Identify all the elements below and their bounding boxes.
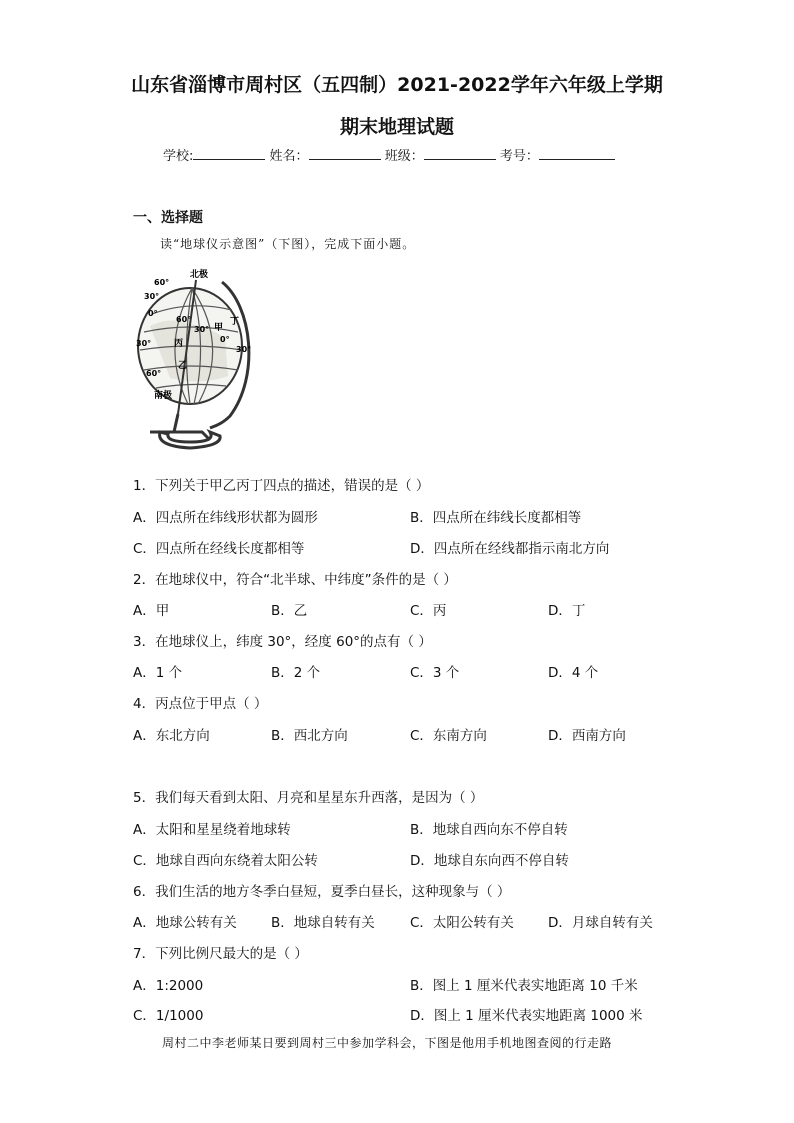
school-blank[interactable]	[193, 147, 265, 160]
class-label: 班级：	[384, 149, 424, 164]
number-blank[interactable]	[539, 147, 615, 160]
question-4: 4．丙点位于甲点（ ）	[133, 696, 268, 712]
lon30e-label: 30°	[236, 345, 252, 354]
globe-base	[160, 432, 221, 448]
q7-option-c[interactable]: C．1/1000	[133, 1008, 204, 1024]
lat0-label: 0°	[148, 309, 158, 318]
question-6: 6．我们生活的地方冬季白昼短，夏季白昼长，这种现象与（ ）	[133, 884, 511, 900]
question-1: 1．下列关于甲乙丙丁四点的描述，错误的是（ ）	[133, 478, 430, 494]
section-heading: 一、选择题	[133, 210, 203, 226]
q4-option-b[interactable]: B．西北方向	[271, 728, 348, 744]
question-3: 3．在地球仪上，纬度 30°，经度 60°的点有（ ）	[133, 634, 432, 650]
q6-option-c[interactable]: C．太阳公转有关	[410, 915, 514, 931]
q1-option-c[interactable]: C．四点所在经线长度都相等	[133, 541, 305, 557]
point-ding: 丁	[230, 317, 240, 327]
point-yi: 乙	[178, 361, 188, 371]
q3-option-a[interactable]: A．1 个	[133, 665, 183, 681]
q7-option-d[interactable]: D．图上 1 厘米代表实地距离 1000 米	[410, 1008, 643, 1024]
q1-option-b[interactable]: B．四点所在纬线长度都相等	[410, 510, 582, 526]
q5-option-d[interactable]: D．地球自东向西不停自转	[410, 853, 569, 869]
q2-option-b[interactable]: B．乙	[271, 603, 308, 619]
page-title: 山东省淄博市周村区（五四制）2021-2022学年六年级上学期	[131, 74, 663, 96]
q3-option-d[interactable]: D．4 个	[548, 665, 599, 681]
school-label: 学校:	[163, 149, 194, 164]
q5-option-c[interactable]: C．地球自西向东绕着太阳公转	[133, 853, 318, 869]
north-pole-label: 北极	[190, 270, 209, 280]
q4-option-d[interactable]: D．西南方向	[548, 728, 626, 744]
name-label: 姓名：	[269, 149, 309, 164]
q2-option-d[interactable]: D．丁	[548, 603, 586, 619]
lat30s-label: 30°	[136, 339, 152, 348]
globe-figure	[130, 266, 260, 456]
footer-text: 周村二中李老师某日要到周村三中参加学科会，下图是他用手机地图查阅的行走路	[162, 1036, 613, 1050]
q5-option-a[interactable]: A．太阳和星星绕着地球转	[133, 822, 291, 838]
lat60n-label: 60°	[154, 278, 170, 287]
q7-option-b[interactable]: B．图上 1 厘米代表实地距离 10 千米	[410, 978, 638, 994]
page-subtitle: 期末地理试题	[339, 116, 454, 138]
q6-option-d[interactable]: D．月球自转有关	[548, 915, 653, 931]
q3-option-c[interactable]: C．3 个	[410, 665, 460, 681]
number-label: 考号：	[499, 149, 539, 164]
q4-option-c[interactable]: C．东南方向	[410, 728, 487, 744]
intro-text: 读“地球仪示意图”（下图），完成下面小题。	[160, 237, 416, 251]
lat60s-label: 60°	[146, 369, 162, 378]
q5-option-b[interactable]: B．地球自西向东不停自转	[410, 822, 568, 838]
question-7: 7．下列比例尺最大的是（ ）	[133, 946, 308, 962]
lon0-label: 0°	[220, 335, 230, 344]
student-info-line	[163, 145, 615, 164]
q6-option-a[interactable]: A．地球公转有关	[133, 915, 237, 931]
point-bing: 丙	[174, 339, 184, 349]
q7-option-a[interactable]: A．1:2000	[133, 978, 204, 994]
lon60-label: 60°	[176, 315, 192, 324]
question-5: 5．我们每天看到太阳、月亮和星星东升西落，是因为（ ）	[133, 790, 484, 806]
point-jia: 甲	[214, 323, 224, 333]
class-blank[interactable]	[424, 147, 496, 160]
q4-option-a[interactable]: A．东北方向	[133, 728, 210, 744]
q6-option-b[interactable]: B．地球自转有关	[271, 915, 375, 931]
q1-option-d[interactable]: D．四点所在经线都指示南北方向	[410, 541, 610, 557]
name-blank[interactable]	[309, 147, 381, 160]
q1-option-a[interactable]: A．四点所在纬线形状都为圆形	[133, 510, 318, 526]
q2-option-c[interactable]: C．丙	[410, 603, 447, 619]
question-2: 2．在地球仪中，符合“北半球、中纬度”条件的是（ ）	[133, 572, 457, 588]
lat30n-label: 30°	[144, 292, 160, 301]
q3-option-b[interactable]: B．2 个	[271, 665, 321, 681]
lon30-label: 30°	[194, 325, 210, 334]
q2-option-a[interactable]: A．甲	[133, 603, 170, 619]
south-pole-label: 南极	[154, 391, 173, 401]
